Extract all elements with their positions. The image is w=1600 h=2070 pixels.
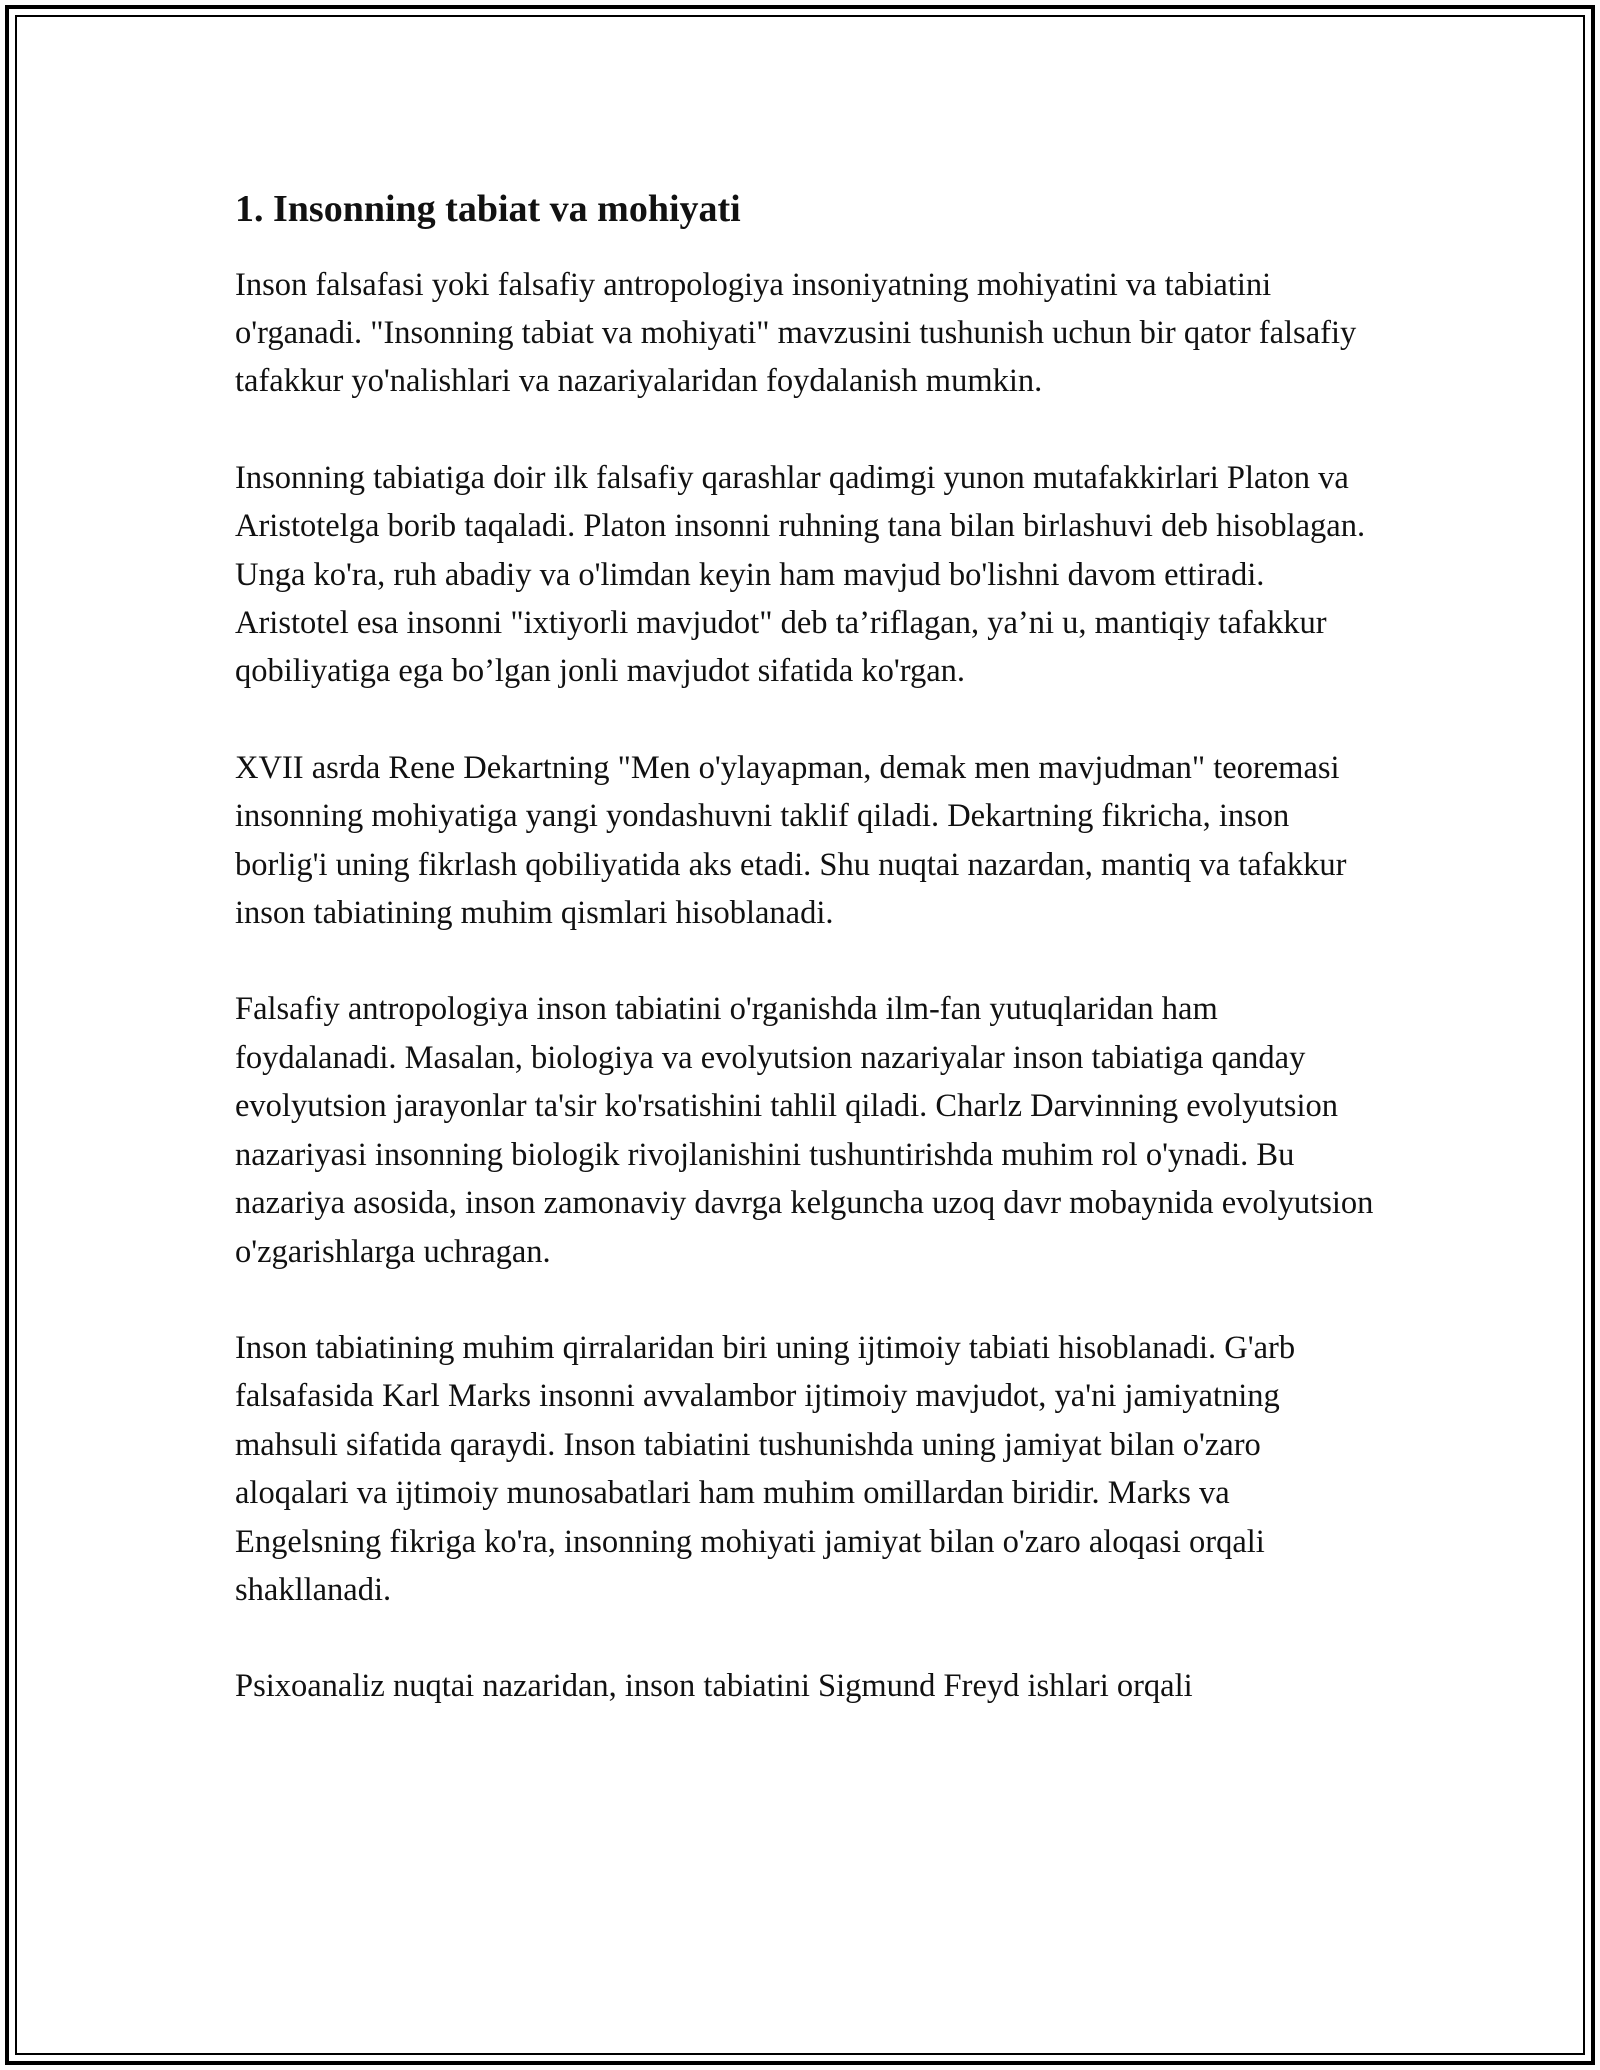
paragraph-6: Psixoanaliz nuqtai nazaridan, inson tabiatini Sigmund Freyd ishlari orqali <box>235 1668 1193 1705</box>
paragraph-3: XVII asrda Rene Dekartning "Men o'ylayapman, demak men mavjudman" teoremasi insonning mohiyatiga yangi yondashuvni taklif qiladi. Dekartning fikricha, inson borlig'i uning fikrlash qobiliyatida aks etadi. Shu nuqtai nazardan, mantiq va tafakkur inson tabiatining muhim qismlari hisoblanadi. <box>235 749 1347 932</box>
paragraph-2: Insonning tabiatiga doir ilk falsafiy qarashlar qadimgi yunon mutafakkirlari Platon va Aristotelga borib taqaladi. Platon insonni ruhning tana bilan birlashuvi deb hisoblagan. Unga ko'ra, ruh abadiy va o'limdan keyin ham mavjud bo'lishni davom ettiradi. Aristotel esa insonni "ixtiyorli mavjudot" deb ta’riflagan, ya’ni u, mantiqiy tafakkur qobiliyatiga ega bo’lgan jonli mavjudot sifatida ko'rgan. <box>235 459 1366 690</box>
document-body <box>235 187 1375 1759</box>
section-title: 1. Insonning tabiat va mohiyati <box>235 188 741 230</box>
paragraph-1: Inson falsafasi yoki falsafiy antropologiya insoniyatning mohiyatini va tabiatini o'rganadi. "Insonning tabiat va mohiyati" mavzusini tushunish uchun bir qator falsafiy tafakkur yo'nalishlari va nazariyalaridan foydalanish mumkin. <box>235 266 1357 400</box>
paragraph-5: Inson tabiatining muhim qirralaridan biri uning ijtimoiy tabiati hisoblanadi. G'arb falsafasida Karl Marks insonni avvalambor ijtimoiy mavjudot, ya'ni jamiyatning mahsuli sifatida qaraydi. Inson tabiatini tushunishda uning jamiyat bilan o'zaro aloqalari va ijtimoiy munosabatlari ham muhim omillardan biridir. Marks va Engelsning fikriga ko'ra, insonning mohiyati jamiyat bilan o'zaro aloqasi orqali shakllanadi. <box>235 1329 1296 1608</box>
paragraph-4: Falsafiy antropologiya inson tabiatini o'rganishda ilm-fan yutuqlaridan ham foydalanadi. Masalan, biologiya va evolyutsion nazariyalar inson tabiatiga qanday evolyutsion jarayonlar ta'sir ko'rsatishini tahlil qiladi. Charlz Darvinning evolyutsion nazariyasi insonning biologik rivojlanishini tushuntirishda muhim rol o'ynadi. Bu nazariya asosida, inson zamonaviy davrga kelguncha uzoq davr mobaynida evolyutsion o'zgarishlarga uchragan. <box>235 991 1374 1270</box>
